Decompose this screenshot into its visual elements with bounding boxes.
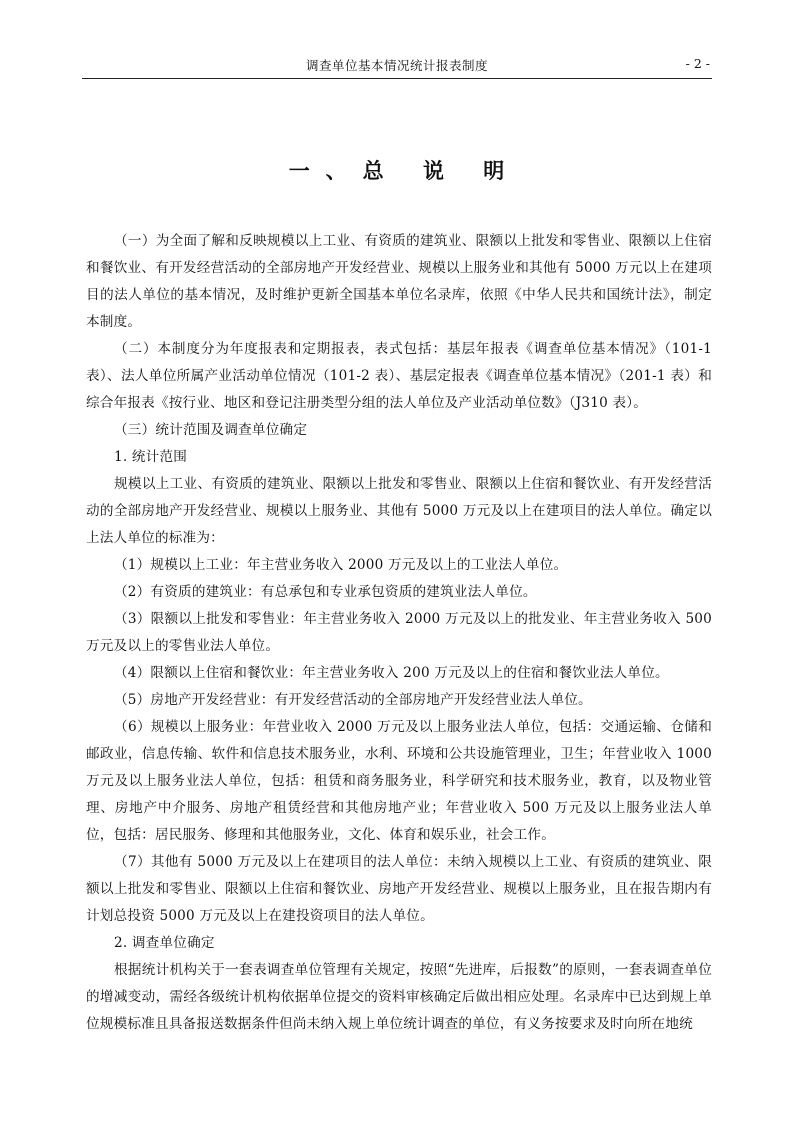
paragraph-2: （二）本制度分为年度报表和定期报表，表式包括：基层年报表《调查单位基本情况》（101-1 表）、法人单位所属产业活动单位情况（101-2 表）、基层定报表《调查单位基本情况》（201-1 表）和综合年报表《按行业、地区和登记注册类型分组的法人单位及产业活动单位数》（J310 表）。 (86, 341, 712, 411)
paragraph-13: 2. 调查单位确定 (114, 935, 215, 951)
document-body (86, 228, 712, 1038)
paragraph-4: 1. 统计范围 (114, 449, 188, 465)
page-header (82, 52, 712, 79)
section-title: 一、总 说 明 (288, 159, 521, 183)
paragraph-1: （一）为全面了解和反映规模以上工业、有资质的建筑业、限额以上批发和零售业、限额以上住宿和餐饮业、有开发经营活动的全部房地产开发经营业、规模以上服务业和其他有 5000 万元以上在建项目的法人单位的基本情况，及时维护更新全国基本单位名录库，依照《中华人民共和国统计法》，制定本制度。 (86, 233, 712, 330)
paragraph-11: （6）规模以上服务业：年营业收入 2000 万元及以上服务业法人单位，包括：交通运输、仓储和邮政业，信息传输、软件和信息技术服务业，水利、环境和公共设施管理业，卫生；年营业收入 1000 万元及以上服务业法人单位，包括：租赁和商务服务业，科学研究和技术服务业，教育，以及物业管理、房地产中介服务、房地产租赁经营和其他房地产业；年营业收入 500 万元及以上服务业法人单位，包括：居民服务、修理和其他服务业，文化、体育和娱乐业，社会工作。 (86, 719, 712, 843)
header-title: 调查单位基本情况统计报表制度 (305, 58, 488, 73)
paragraph-12: （7）其他有 5000 万元及以上在建项目的法人单位：未纳入规模以上工业、有资质的建筑业、限额以上批发和零售业、限额以上住宿和餐饮业、房地产开发经营业、规模以上服务业，且在报告期内有计划总投资 5000 万元及以上在建投资项目的法人单位。 (86, 854, 712, 924)
paragraph-3: （三）统计范围及调查单位确定 (114, 422, 308, 438)
paragraph-7: （2）有资质的建筑业：有总承包和专业承包资质的建筑业法人单位。 (114, 584, 537, 600)
paragraph-8: （3）限额以上批发和零售业：年主营业务收入 2000 万元及以上的批发业、年主营业务收入 500 万元及以上的零售业法人单位。 (86, 611, 712, 654)
paragraph-6: （1）规模以上工业：年主营业务收入 2000 万元及以上的工业法人单位。 (114, 557, 568, 573)
paragraph-9: （4）限额以上住宿和餐饮业：年主营业务收入 200 万元及以上的住宿和餐饮业法人单位。 (114, 665, 669, 681)
paragraph-10: （5）房地产开发经营业：有开发经营活动的全部房地产开发经营业法人单位。 (114, 692, 592, 708)
page-number: - 2 - (685, 56, 710, 71)
paragraph-14: 根据统计机构关于一套表调查单位管理有关规定，按照“先进库，后报数”的原则，一套表调查单位的增减变动，需经各级统计机构依据单位提交的资料审核确定后做出相应处理。名录库中已达到规上单位规模标准且具备报送数据条件但尚未纳入规上单位统计调查的单位，有义务按要求及时向所在地统 (86, 962, 712, 1032)
paragraph-5: 规模以上工业、有资质的建筑业、限额以上批发和零售业、限额以上住宿和餐饮业、有开发经营活动的全部房地产开发经营业、规模以上服务业、其他有 5000 万元及以上在建项目的法人单位。确定以上法人单位的标准为： (86, 476, 712, 546)
